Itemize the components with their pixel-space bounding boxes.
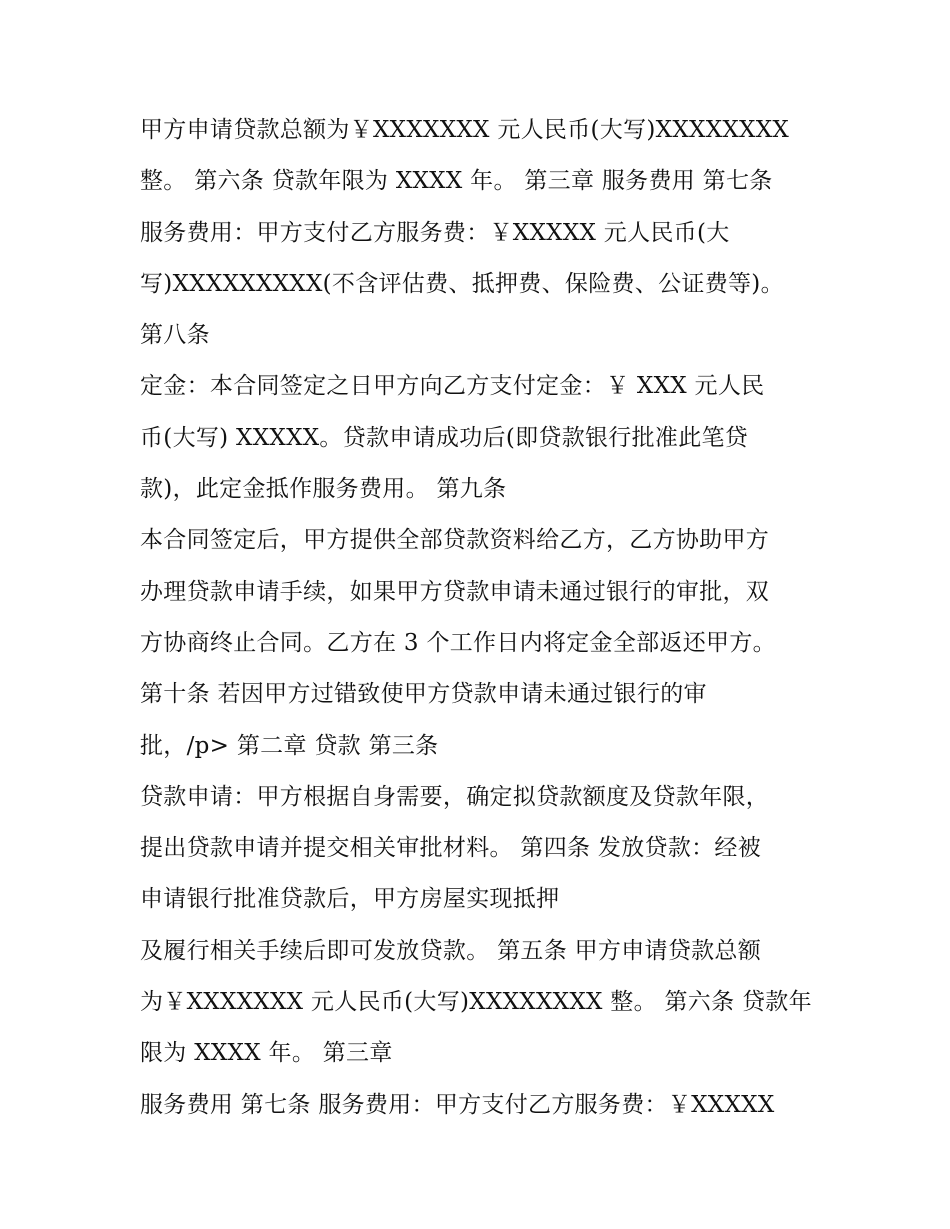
text-line: 批，/p> 第二章 贷款 第三条 <box>140 732 439 759</box>
text-line: 申请银行批准贷款后，甲方房屋实现抵押 <box>140 886 560 913</box>
text-line: 为￥XXXXXXX 元人民币(大写)XXXXXXXX 整。 第六条 贷款年 <box>140 989 812 1016</box>
text-line: 款)，此定金抵作服务费用。 第九条 <box>140 476 507 503</box>
text-line: 整。 第六条 贷款年限为 XXXX 年。 第三章 服务费用 第七条 <box>140 168 773 195</box>
text-line: 本合同签定后，甲方提供全部贷款资料给乙方，乙方协助甲方 <box>140 527 770 554</box>
text-line: 第十条 若因甲方过错致使甲方贷款申请未通过银行的审 <box>140 681 707 708</box>
text-line: 服务费用：甲方支付乙方服务费：￥XXXXX 元人民币(大 <box>140 219 730 246</box>
text-line: 服务费用 第七条 服务费用：甲方支付乙方服务费：￥XXXXX <box>140 1091 775 1118</box>
text-line: 提出贷款申请并提交相关审批材料。 第四条 发放贷款：经被 <box>140 835 762 862</box>
text-line: 办理贷款申请手续，如果甲方贷款申请未通过银行的审批，双 <box>140 578 770 605</box>
document-body <box>140 105 840 1131</box>
text-line: 定金：本合同签定之日甲方向乙方支付定金：￥ XXX 元人民 <box>140 373 765 400</box>
text-line: 第八条 <box>140 322 210 349</box>
text-line: 币(大写) XXXXX。贷款申请成功后(即贷款银行批准此笔贷 <box>140 424 749 451</box>
text-line: 及履行相关手续后即可发放贷款。 第五条 甲方申请贷款总额 <box>140 937 762 964</box>
text-line: 甲方申请贷款总额为￥XXXXXXX 元人民币(大写)XXXXXXXX <box>140 117 790 143</box>
text-line: 写)XXXXXXXXX(不含评估费、抵押费、保险费、公证费等)。 <box>140 270 784 297</box>
text-line: 贷款申请：甲方根据自身需要，确定拟贷款额度及贷款年限， <box>140 783 770 810</box>
text-line: 限为 XXXX 年。 第三章 <box>140 1040 393 1067</box>
text-line: 方协商终止合同。乙方在 3 个工作日内将定金全部返还甲方。 <box>140 629 776 656</box>
